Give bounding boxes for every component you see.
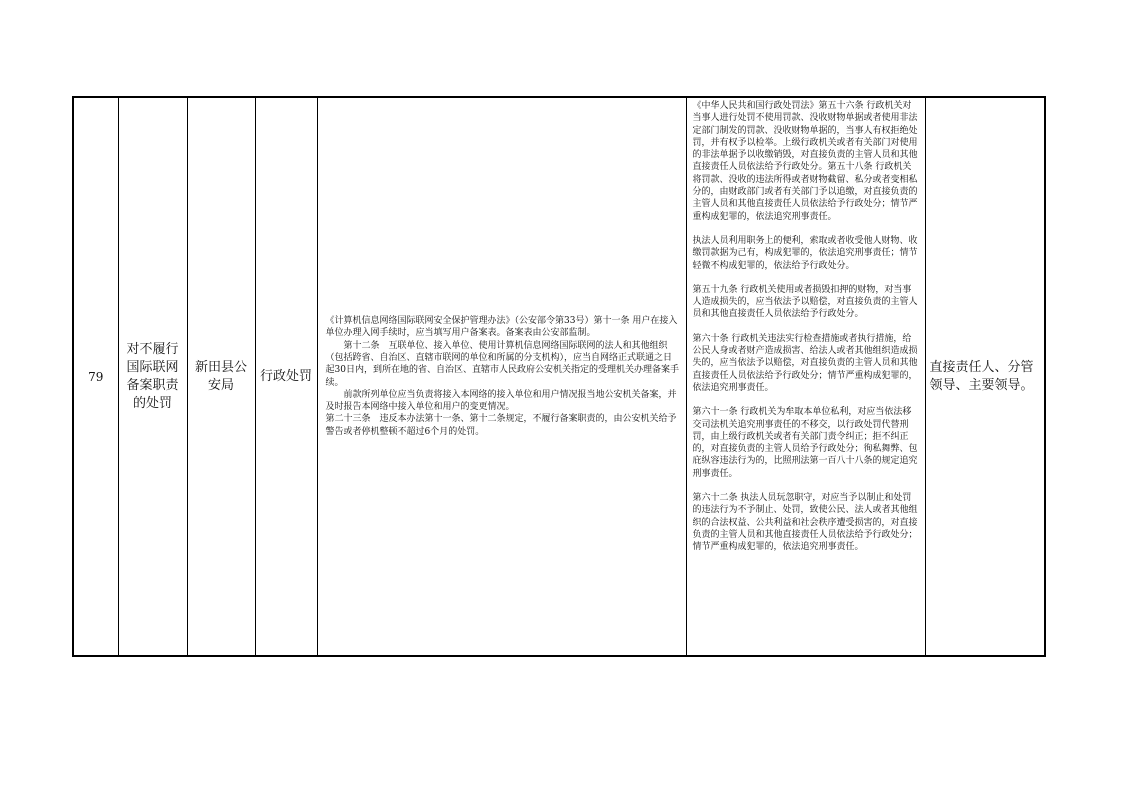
liability-paragraph: 第五十九条 行政机关使用或者损毁扣押的财物，对当事人造成损失的，应当依法予以赔偿，对直接负责的主管人员和其他直接责任人员依法给予行政处分。	[692, 284, 918, 320]
legal-basis	[317, 97, 686, 656]
liability-basis	[686, 97, 925, 656]
liability-paragraph: 执法人员利用职务上的便利，索取或者收受他人财物、收缴罚款据为己有，构成犯罪的，依法追究刑事责任；情节轻微不构成犯罪的，依法给予行政处分。	[692, 235, 918, 271]
row-number: 79	[73, 97, 118, 656]
liability-paragraph: 第六十条 行政机关违法实行检查措施或者执行措施，给公民人身或者财产造成损害、给法人或者其他组织造成损失的，应当依法予以赔偿，对直接负责的主管人员和其他直接责任人员依法给予行政处分；情节严重构成犯罪的，依法追究刑事责任。	[692, 333, 918, 393]
legal-basis-paragraph: 前款所列单位应当负责将接入本网络的接入单位和用户情况报当地公安机关备案，并及时报告本网络中接入单位和用户的变更情况。	[325, 389, 677, 413]
liability-paragraph: 第六十二条 执法人员玩忽职守，对应当予以制止和处罚的违法行为不予制止、处罚，致使公民、法人或者其他组织的合法权益、公共利益和社会秩序遭受损害的，对直接负责的主管人员和其他直接责任人员依法给予行政处分；情节严重构成犯罪的，依法追究刑事责任。	[692, 493, 918, 553]
liability-paragraph: 《中华人民共和国行政处罚法》第五十六条 行政机关对当事人进行处罚不使用罚款、没收财物单据或者使用非法定部门制发的罚款、没收财物单据的，当事人有权拒绝处罚，并有权予以检举。上级行政机关或者有关部门对使用的非法单据予以收缴销毁，对直接负责的主管人员和其他直接责任人员依法给予行政处分。第五十八条 行政机关将罚款、没收的违法所得或者财物截留、私分或者变相私分的，由财政部门或者有关部门予以追缴，对直接负责的主管人员和其他直接责任人员依法给予行政处分；情节严重构成犯罪的，依法追究刑事责任。	[692, 101, 918, 222]
legal-basis-paragraph: 第十二条 互联单位、接入单位、使用计算机信息网络国际联网的法人和其他组织（包括跨省、自治区、直辖市联网的单位和所属的分支机构），应当自网络正式联通之日起30日内，到所在地的省、自治区、直辖市人民政府公安机关指定的受理机关办理备案手续。	[325, 340, 679, 388]
table-row	[73, 97, 1045, 656]
item-name: 对不履行国际联网备案职责的处罚	[118, 97, 187, 656]
responsible-subject: 直接责任人、分管领导、主要领导。	[925, 97, 1045, 656]
liability-paragraph: 第六十一条 行政机关为牟取本单位私利，对应当依法移交司法机关追究刑事责任的不移交，以行政处罚代替刑罚，由上级行政机关或者有关部门责令纠正；拒不纠正的，对直接负责的主管人员给予行政处分；徇私舞弊、包庇纵容违法行为的，比照刑法第一百八十八条的规定追究刑事责任。	[692, 407, 918, 479]
category: 行政处罚	[255, 97, 317, 656]
responsibility-table	[72, 96, 1046, 657]
legal-basis-paragraph: 《计算机信息网络国际联网安全保护管理办法》（公安部令第33号）第十一条 用户在接入单位办理入网手续时，应当填写用户备案表。备案表由公安部监制。	[325, 316, 678, 339]
legal-basis-paragraph: 第二十三条 违反本办法第十一条、第十二条规定，不履行备案职责的，由公安机关给予警告或者停机整顿不超过6个月的处罚。	[325, 414, 677, 437]
department: 新田县公安局	[187, 97, 255, 656]
